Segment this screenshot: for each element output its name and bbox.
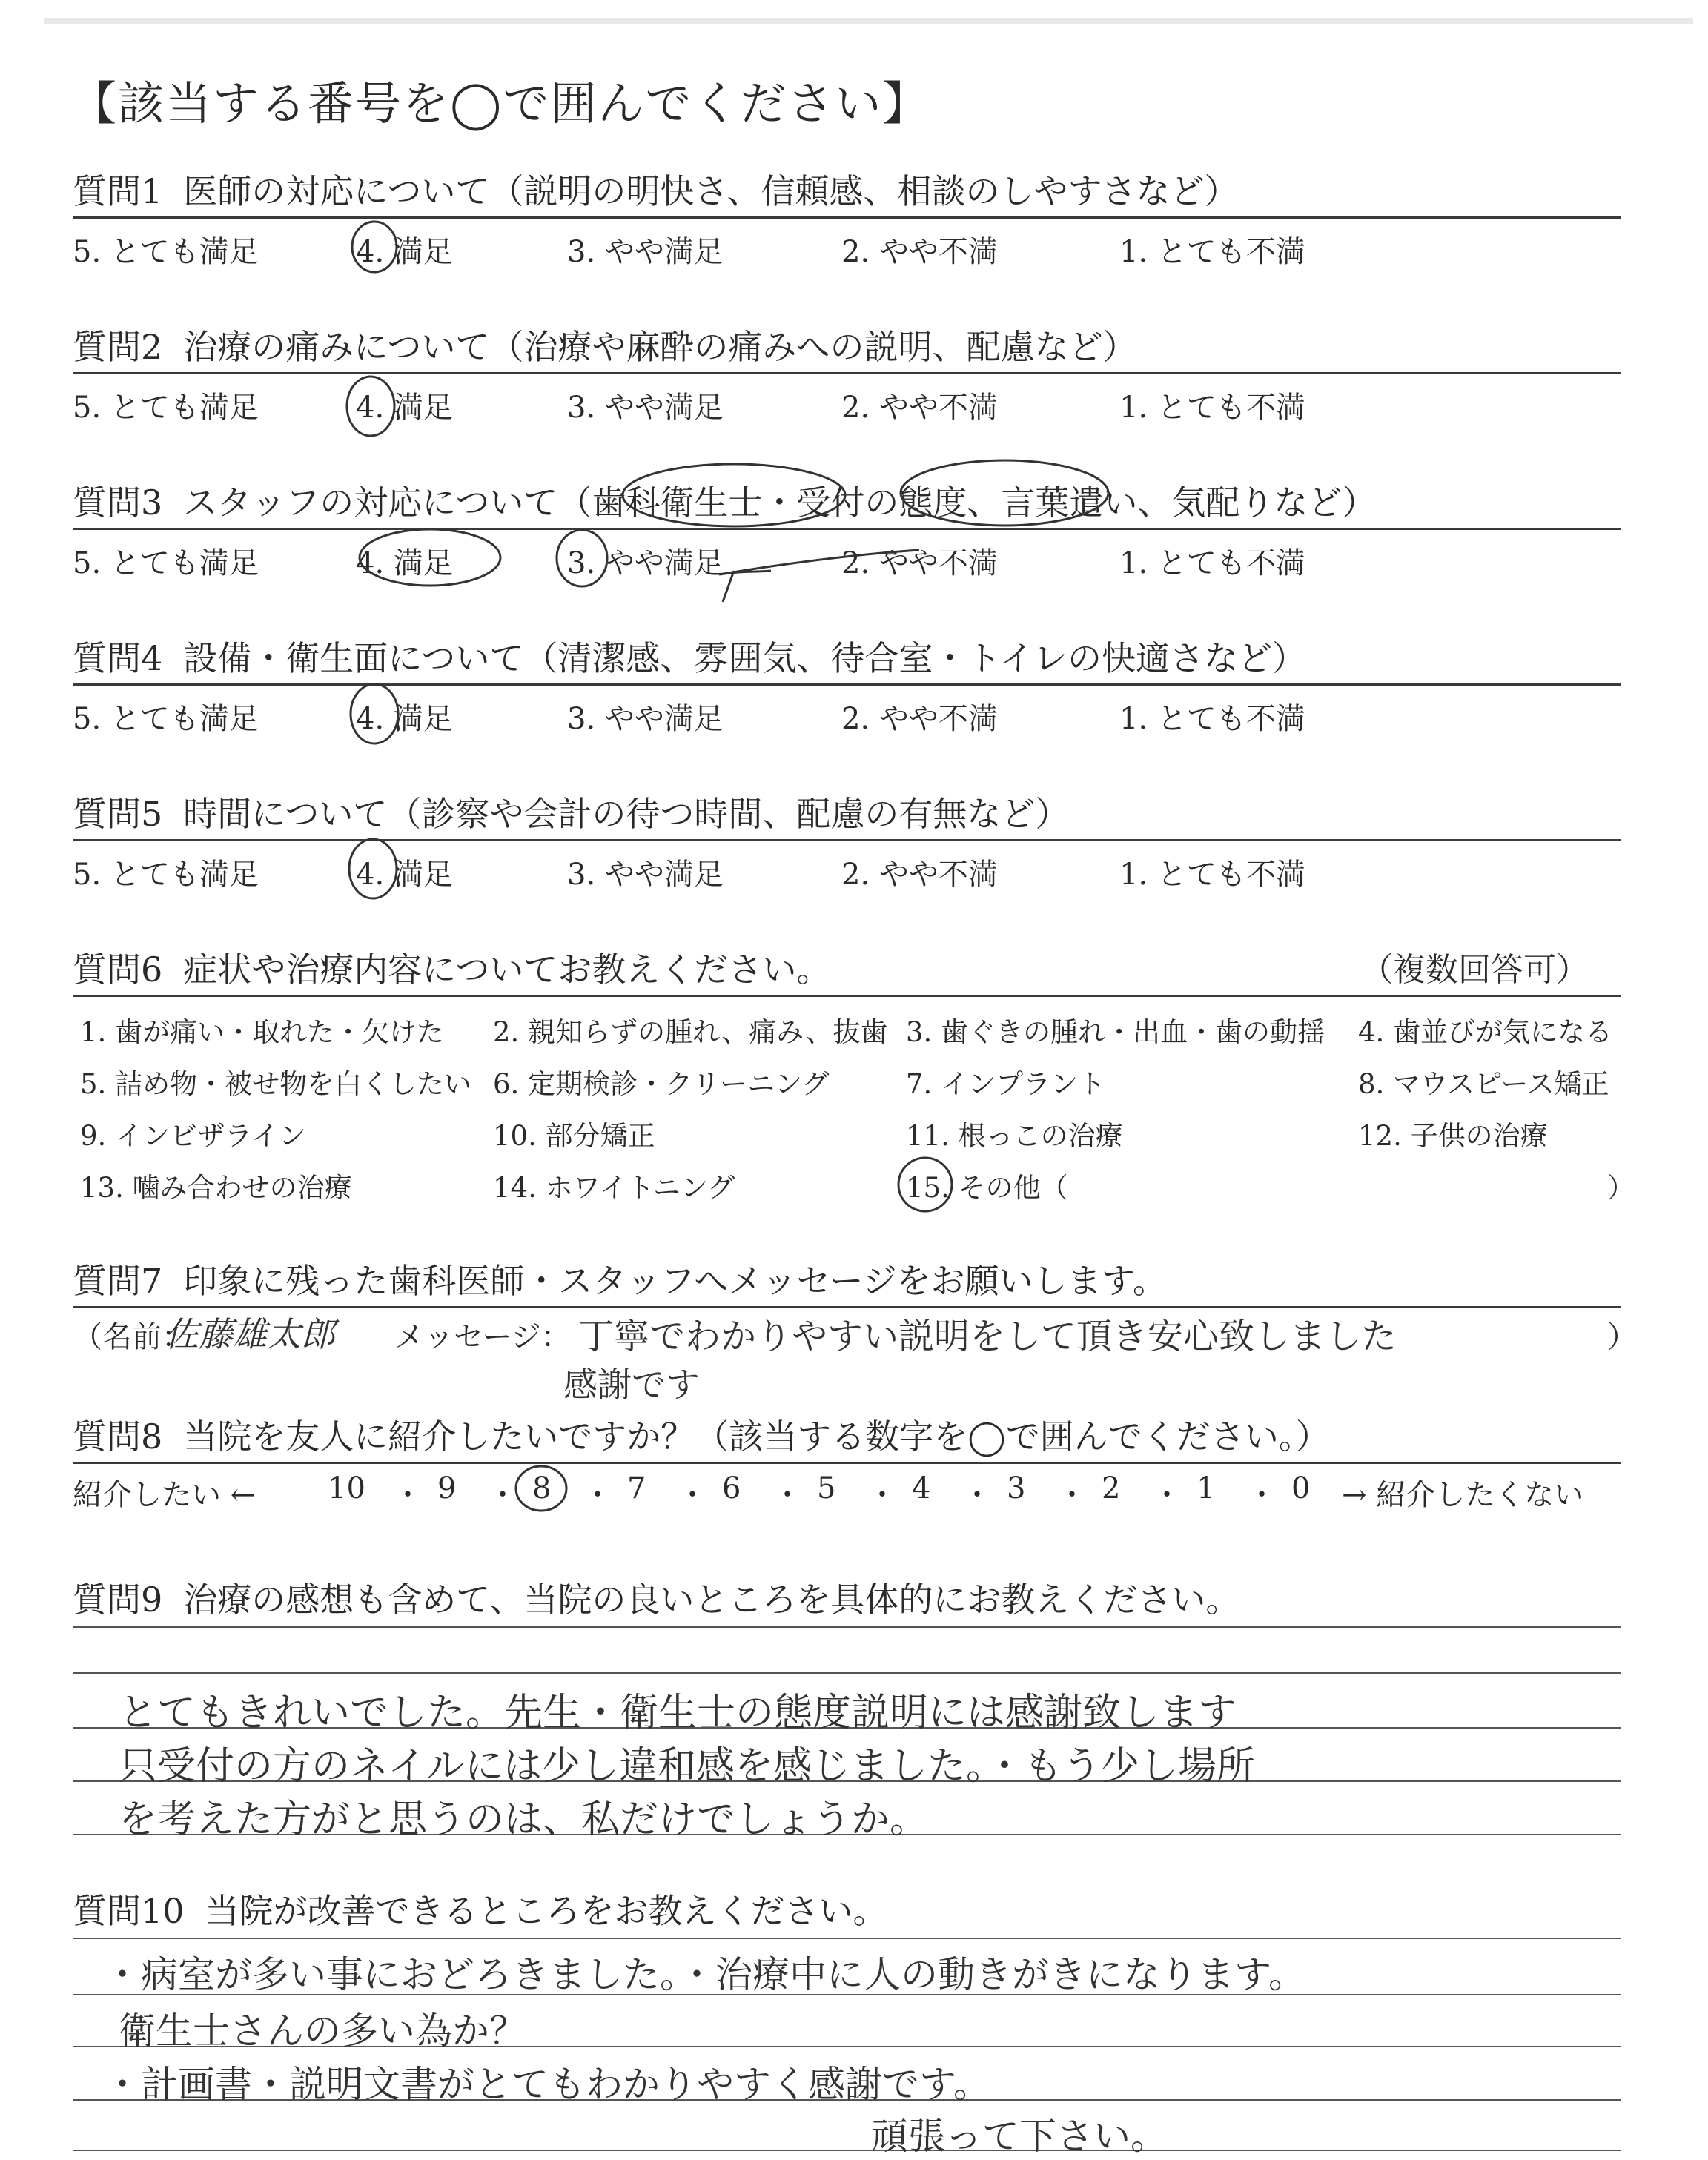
q1-option-4[interactable]: 4. 満足 <box>356 235 453 269</box>
q4-option-5[interactable]: 5. とても満足 <box>73 702 259 736</box>
q2-option-1[interactable]: 1. とても不満 <box>1119 391 1305 425</box>
message-label: メッセージ： <box>394 1320 571 1354</box>
question-number: 質問4 <box>73 638 163 678</box>
q9-answer-line-2: 只受付の方のネイルには少し違和感を感じました。・もう少し場所 <box>119 1744 1255 1789</box>
question-5-rule <box>73 839 1621 841</box>
scale-separator: ・ <box>1247 1478 1277 1512</box>
question-2-rule <box>73 372 1621 374</box>
q10-answer-line-1: ・病室が多い事におどろきました。・治療中に人の動きがきになります。 <box>104 1953 1305 1996</box>
answer-line <box>73 2150 1621 2151</box>
question-text: 症状や治療内容についてお教えください。 <box>183 950 831 990</box>
question-text: 治療の痛みについて（治療や麻酔の痛みへの説明、配慮など） <box>183 327 1137 367</box>
scale-0[interactable]: 0 <box>1291 1471 1311 1505</box>
scale-separator: ・ <box>678 1478 707 1512</box>
question-2 <box>73 320 1136 369</box>
question-6 <box>73 943 830 992</box>
q4-option-4[interactable]: 4. 満足 <box>356 702 453 736</box>
question-text: 当院が改善できるところをお教えください。 <box>205 1891 887 1931</box>
q6-item-8[interactable]: 8. マウスピース矯正 <box>1358 1068 1609 1100</box>
question-3-rule <box>73 528 1621 530</box>
q6-item-15-close: ） <box>1607 1172 1635 1204</box>
handwritten-message-2: 感謝です <box>563 1365 700 1405</box>
question-4-rule <box>73 683 1621 686</box>
question-5 <box>73 787 1069 836</box>
q5-option-3[interactable]: 3. やや満足 <box>567 858 724 892</box>
q6-item-11[interactable]: 11. 根っこの治療 <box>906 1120 1123 1152</box>
q5-option-1[interactable]: 1. とても不満 <box>1119 858 1305 892</box>
question-number: 質問7 <box>73 1261 163 1301</box>
q2-option-2[interactable]: 2. やや不満 <box>841 391 998 425</box>
scale-separator: ・ <box>488 1478 517 1512</box>
question-text: スタッフの対応について（歯科衛生士・受付の態度、言葉遣い、気配りなど） <box>183 483 1377 523</box>
question-1 <box>73 165 1239 213</box>
q4-option-3[interactable]: 3. やや満足 <box>567 702 724 736</box>
q1-option-2[interactable]: 2. やや不満 <box>841 235 998 269</box>
scale-10[interactable]: 10 <box>328 1471 365 1505</box>
q3-option-2[interactable]: 2. やや不満 <box>841 546 998 580</box>
q1-option-3[interactable]: 3. やや満足 <box>567 235 724 269</box>
scale-9[interactable]: 9 <box>437 1471 457 1505</box>
q3-option-5[interactable]: 5. とても満足 <box>73 546 259 580</box>
scale-separator: ・ <box>962 1478 992 1512</box>
q6-item-15[interactable]: 15. その他（ <box>906 1172 1068 1204</box>
handwritten-name: 佐藤雄太郎 <box>165 1314 335 1354</box>
question-4 <box>73 632 1306 680</box>
q9-answer-line-3: を考えた方がと思うのは、私だけでしょうか。 <box>119 1798 929 1842</box>
question-text: 設備・衛生面について（清潔感、雰囲気、待合室・トイレの快適さなど） <box>183 638 1307 678</box>
scale-left-label: 紹介したい ← <box>73 1478 256 1512</box>
q5-option-5[interactable]: 5. とても満足 <box>73 858 259 892</box>
question-number: 質問5 <box>73 794 163 834</box>
scale-separator: ・ <box>1152 1478 1182 1512</box>
question-number: 質問9 <box>73 1580 163 1620</box>
question-number: 質問10 <box>73 1891 185 1931</box>
answer-line <box>73 1938 1621 1939</box>
q1-option-1[interactable]: 1. とても不満 <box>1119 235 1305 269</box>
question-6-rule <box>73 995 1621 997</box>
scale-separator: ・ <box>393 1478 423 1512</box>
question-8 <box>73 1410 1330 1459</box>
q6-item-2[interactable]: 2. 親知らずの腫れ、痛み、抜歯 <box>493 1016 888 1048</box>
q3-option-4[interactable]: 4. 満足 <box>356 546 453 580</box>
question-text: 医師の対応について（説明の明快さ、信頼感、相談のしやすさなど） <box>183 171 1239 211</box>
question-number: 質問3 <box>73 483 163 523</box>
scale-4[interactable]: 4 <box>912 1471 931 1505</box>
scale-2[interactable]: 2 <box>1102 1471 1121 1505</box>
scan-top-edge <box>44 18 1693 24</box>
q10-answer-line-3: ・計画書・説明文書がとてもわかりやすく感謝です。 <box>104 2063 990 2106</box>
question-number: 質問6 <box>73 950 163 990</box>
question-8-rule <box>73 1462 1621 1464</box>
q6-item-13[interactable]: 13. 噛み合わせの治療 <box>80 1172 352 1204</box>
question-9 <box>73 1573 1239 1622</box>
q6-item-7[interactable]: 7. インプラント <box>906 1068 1106 1100</box>
q10-answer-line-2: 衛生士さんの多い為か？ <box>119 2010 526 2053</box>
answer-line <box>73 1626 1621 1628</box>
q2-option-3[interactable]: 3. やや満足 <box>567 391 724 425</box>
question-1-rule <box>73 216 1621 219</box>
scale-3[interactable]: 3 <box>1007 1471 1026 1505</box>
question-7 <box>73 1254 1167 1303</box>
name-label: （名前： <box>73 1320 191 1354</box>
q6-item-5[interactable]: 5. 詰め物・被せ物を白くしたい <box>80 1068 472 1100</box>
scale-8[interactable]: 8 <box>532 1471 552 1505</box>
q6-item-6[interactable]: 6. 定期検診・クリーニング <box>493 1068 830 1100</box>
question-text: 印象に残った歯科医師・スタッフへメッセージをお願いします。 <box>183 1261 1167 1301</box>
q6-item-14[interactable]: 14. ホワイトニング <box>493 1172 735 1204</box>
scale-5[interactable]: 5 <box>817 1471 836 1505</box>
message-close: ） <box>1607 1320 1637 1354</box>
q2-option-5[interactable]: 5. とても満足 <box>73 391 259 425</box>
scale-separator: ・ <box>867 1478 897 1512</box>
q5-option-4[interactable]: 4. 満足 <box>356 858 453 892</box>
q9-answer-line-1: とてもきれいでした。先生・衛生士の態度説明には感謝致します <box>119 1691 1237 1735</box>
scale-separator: ・ <box>1057 1478 1087 1512</box>
question-3 <box>73 476 1376 525</box>
handwritten-message: 丁寧でわかりやすい説明をして頂き安心致しました <box>578 1316 1397 1357</box>
q6-item-12[interactable]: 12. 子供の治療 <box>1358 1120 1548 1152</box>
scale-separator: ・ <box>583 1478 612 1512</box>
q4-option-2[interactable]: 2. やや不満 <box>841 702 998 736</box>
question-10 <box>73 1884 887 1933</box>
q5-option-2[interactable]: 2. やや不満 <box>841 858 998 892</box>
form-title: 【該当する番号を◯で囲んでください】 <box>70 76 930 130</box>
question-number: 質問1 <box>73 171 163 211</box>
q10-answer-line-4: 頑張って下さい。 <box>871 2115 1168 2158</box>
q2-option-4[interactable]: 4. 満足 <box>356 391 453 425</box>
scale-6[interactable]: 6 <box>722 1471 741 1505</box>
question-text: 時間について（診察や会計の待つ時間、配慮の有無など） <box>183 794 1070 834</box>
q1-option-5[interactable]: 5. とても満足 <box>73 235 259 269</box>
question-number: 質問2 <box>73 327 163 367</box>
q4-option-1[interactable]: 1. とても不満 <box>1119 702 1305 736</box>
q6-item-9[interactable]: 9. インビザライン <box>80 1120 306 1152</box>
scale-1[interactable]: 1 <box>1196 1471 1216 1505</box>
question-text: 当院を友人に紹介したいですか？（該当する数字を◯で囲んでください。） <box>183 1417 1330 1457</box>
q6-item-10[interactable]: 10. 部分矯正 <box>493 1120 655 1152</box>
multiple-answers-note: （複数回答可） <box>1360 951 1589 989</box>
scale-separator: ・ <box>772 1478 802 1512</box>
q6-item-3[interactable]: 3. 歯ぐきの腫れ・出血・歯の動揺 <box>906 1016 1325 1048</box>
question-text: 治療の感想も含めて、当院の良いところを具体的にお教えください。 <box>183 1580 1240 1620</box>
q3-option-1[interactable]: 1. とても不満 <box>1119 546 1305 580</box>
scale-right-label: → 紹介したくない <box>1342 1478 1584 1512</box>
q3-option-3[interactable]: 3. やや満足 <box>567 546 724 580</box>
scale-7[interactable]: 7 <box>627 1471 646 1505</box>
q6-item-4[interactable]: 4. 歯並びが気になる <box>1358 1016 1613 1048</box>
q6-item-1[interactable]: 1. 歯が痛い・取れた・欠けた <box>80 1016 445 1048</box>
question-number: 質問8 <box>73 1417 163 1457</box>
answer-line <box>73 1672 1621 1674</box>
